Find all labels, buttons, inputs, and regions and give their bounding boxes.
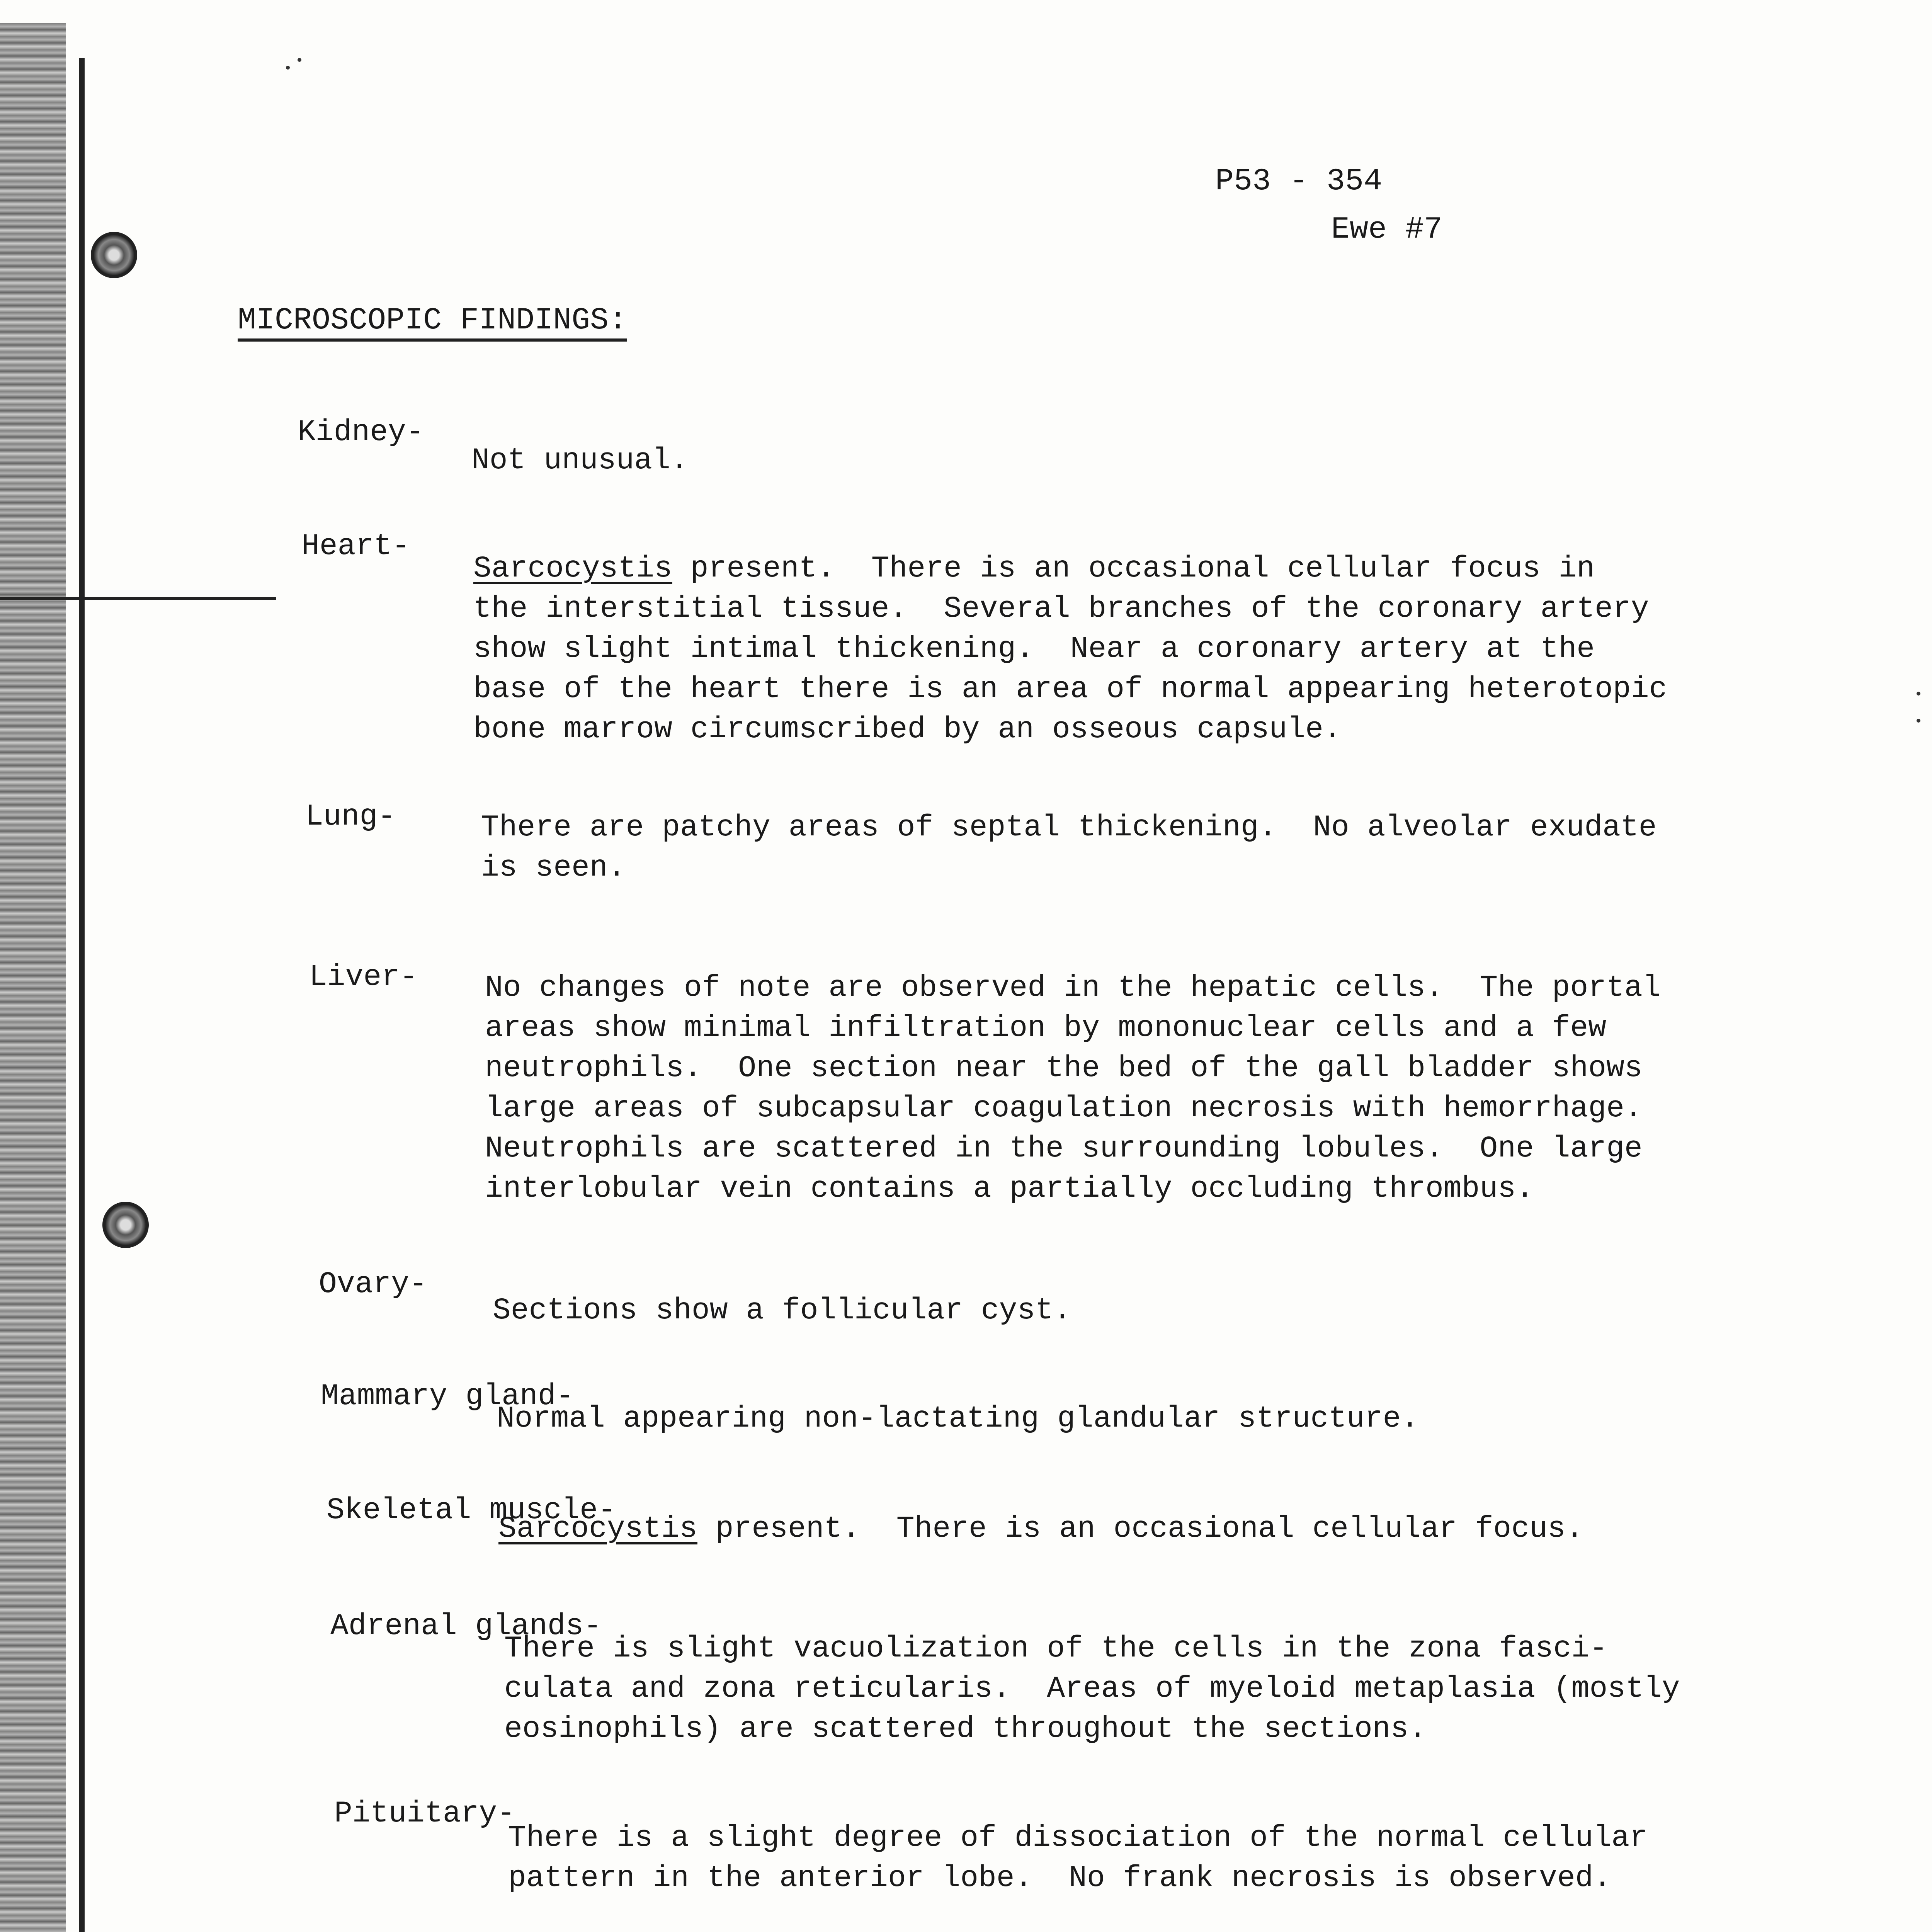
finding-adrenal-glands (504, 1629, 1680, 1749)
finding-line: culata and zona reticularis. Areas of myeloid metaplasia (mostly (504, 1672, 1680, 1706)
organism-name: Sarcocystis (473, 552, 672, 586)
finding-line: Neutrophils are scattered in the surrounding lobules. One large (485, 1132, 1643, 1166)
organism-name: Sarcocystis (498, 1512, 697, 1546)
punch-hole-icon (91, 232, 137, 278)
organ-label-heart: Heart- (301, 529, 410, 563)
finding-line: show slight intimal thickening. Near a coronary artery at the (473, 632, 1595, 666)
finding-line: present. There is an occasional cellular focus in (672, 552, 1595, 586)
organ-label-ovary: Ovary- (319, 1267, 427, 1301)
finding-lung (481, 808, 1657, 888)
finding-line: the interstitial tissue. Several branches of the coronary artery (473, 592, 1649, 626)
finding-line: bone marrow circumscribed by an osseous capsule. (473, 713, 1342, 747)
organ-label-kidney: Kidney- (298, 415, 424, 449)
organ-label-skeletal-muscle: Skeletal muscle- (327, 1493, 616, 1527)
finding-line: Not unusual. (471, 444, 689, 478)
finding-line: No changes of note are observed in the hepatic cells. The portal (485, 971, 1661, 1005)
finding-line: interlobular vein contains a partially occluding thrombus. (485, 1172, 1534, 1206)
finding-line: pattern in the anterior lobe. No frank necrosis is observed. (508, 1861, 1612, 1895)
reference-number: P53 - 354 (1215, 164, 1383, 199)
finding-pituitary (508, 1818, 1648, 1898)
finding-ovary (493, 1291, 1071, 1331)
finding-line: base of the heart there is an area of normal appearing heterotopic (473, 672, 1667, 706)
speck-artifact (1917, 719, 1920, 723)
speck-artifact (298, 58, 301, 62)
binding-line-artifact (79, 58, 85, 1932)
finding-line: neutrophils. One section near the bed of the gall bladder shows (485, 1051, 1643, 1085)
subject-id: Ewe #7 (1331, 212, 1443, 247)
binding-edge-artifact (0, 23, 66, 1932)
finding-skeletal-muscle (498, 1509, 1583, 1549)
punch-hole-icon (102, 1202, 149, 1248)
finding-heart (473, 549, 1667, 750)
speck-artifact (1917, 692, 1920, 696)
finding-line: Normal appearing non-lactating glandular structure. (497, 1402, 1419, 1436)
speck-artifact (286, 66, 290, 70)
organ-label-liver: Liver- (309, 960, 418, 994)
finding-mammary-gland (497, 1399, 1419, 1439)
finding-line: is seen. (481, 851, 626, 885)
organ-label-lung: Lung- (305, 800, 396, 834)
finding-line: There is slight vacuolization of the cells in the zona fasci- (504, 1632, 1608, 1666)
organ-label-pituitary: Pituitary- (334, 1797, 515, 1831)
finding-line: areas show minimal infiltration by mononuclear cells and a few (485, 1011, 1607, 1045)
finding-line: eosinophils) are scattered throughout the sections. (504, 1712, 1427, 1746)
page-title: MICROSCOPIC FINDINGS: (238, 305, 627, 342)
finding-line: large areas of subcapsular coagulation necrosis with hemorrhage. (485, 1092, 1643, 1126)
organ-label-mammary-gland: Mammary gland- (321, 1379, 574, 1413)
finding-line: Sections show a follicular cyst. (493, 1294, 1071, 1328)
finding-kidney (471, 440, 689, 481)
margin-rule-artifact (0, 597, 276, 600)
finding-line: There is a slight degree of dissociation of the normal cellular (508, 1821, 1648, 1855)
finding-liver (485, 968, 1661, 1209)
organ-label-adrenal-glands: Adrenal glands- (330, 1609, 602, 1643)
finding-line: present. There is an occasional cellular focus. (697, 1512, 1584, 1546)
finding-line: There are patchy areas of septal thickening. No alveolar exudate (481, 811, 1657, 845)
